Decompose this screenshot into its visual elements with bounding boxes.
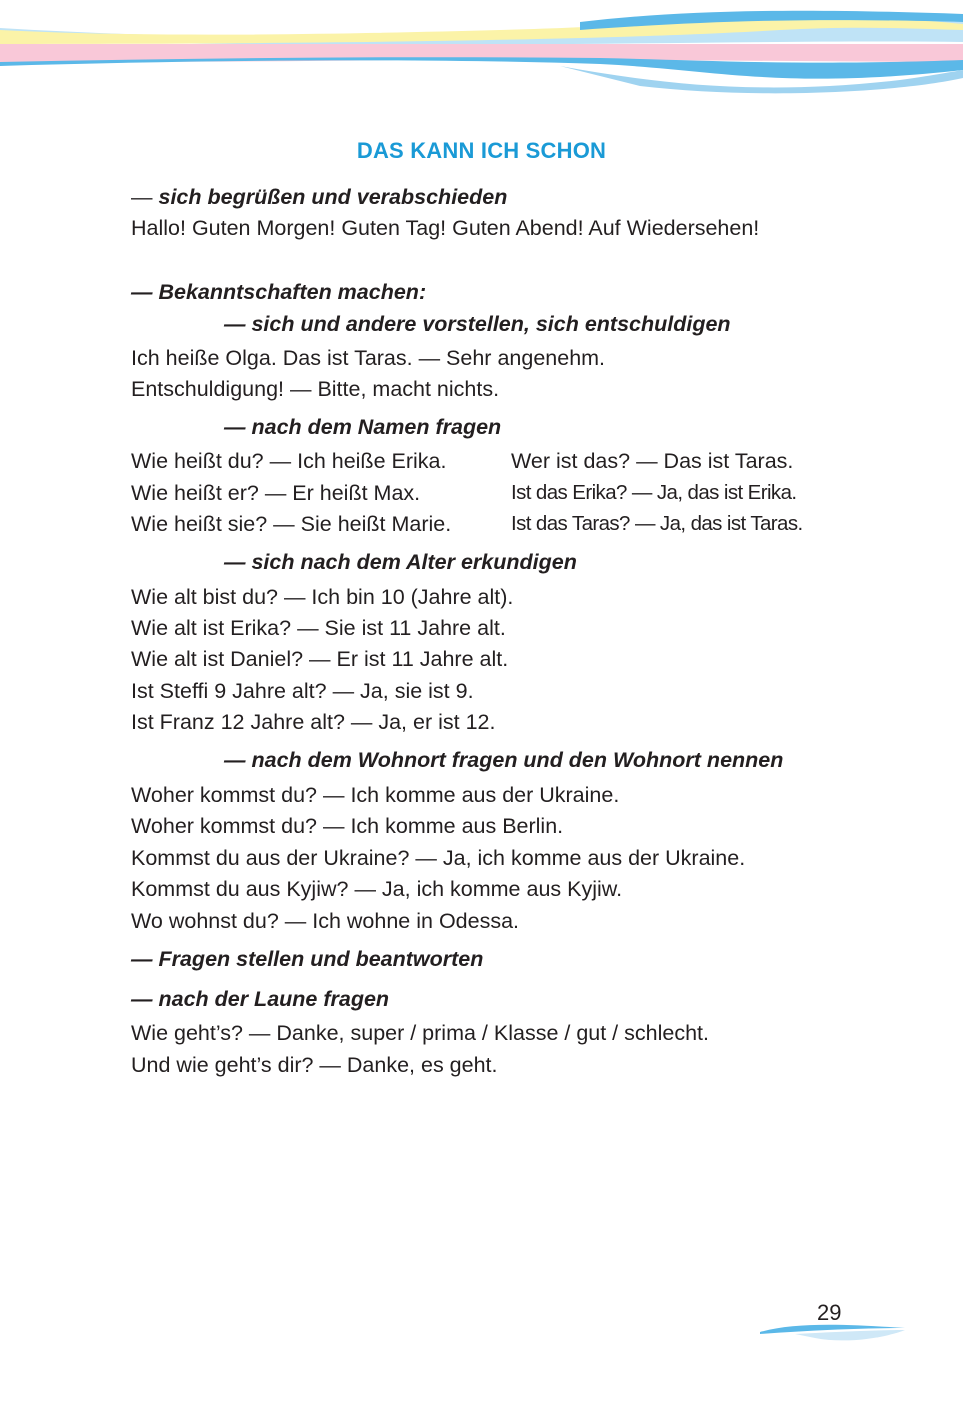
text-line: Woher kommst du? — Ich komme aus Berlin. <box>131 814 564 838</box>
text-line: Wie heißt du? — Ich heiße Erika. <box>131 449 447 473</box>
text-line: Ist Steffi 9 Jahre alt? — Ja, sie ist 9. <box>131 679 474 703</box>
subsection-heading: — nach dem Wohnort fragen und den Wohnort nennen <box>224 748 784 772</box>
header-wave-banner <box>0 0 963 100</box>
text-line: Ist Franz 12 Jahre alt? — Ja, er ist 12. <box>131 710 496 734</box>
text-line: Wie alt ist Daniel? — Er ist 11 Jahre alt. <box>131 647 509 671</box>
text-line: Woher kommst du? — Ich komme aus der Ukraine. <box>131 783 620 807</box>
text-line: Ist das Taras? — Ja, das ist Taras. <box>511 512 803 535</box>
page-number: 29 <box>817 1300 842 1325</box>
text-line: Wie heißt er? — Er heißt Max. <box>131 481 421 505</box>
text-line: Kommst du aus der Ukraine? — Ja, ich komme aus der Ukraine. <box>131 846 746 870</box>
section-acquaintance-heading: — Bekanntschaften machen: <box>131 280 427 304</box>
page-title: DAS KANN ICH SCHON <box>356 138 607 163</box>
text-line: Wo wohnst du? — Ich wohne in Odessa. <box>131 909 520 933</box>
text-line: Und wie geht’s dir? — Danke, es geht. <box>131 1053 498 1077</box>
text-line: Entschuldigung! — Bitte, macht nichts. <box>131 377 500 401</box>
text-line: Kommst du aus Kyjiw? — Ja, ich komme aus Kyjiw. <box>131 877 623 901</box>
subsection-heading: — sich und andere vorstellen, sich entschuldigen <box>224 312 731 336</box>
footer-wave <box>755 1320 915 1350</box>
text-line: Wie geht’s? — Danke, super / prima / Klasse / gut / schlecht. <box>131 1021 709 1045</box>
heading-text: sich begrüßen und verabschieden <box>158 185 508 209</box>
heading-dash: — <box>131 185 159 209</box>
text-line: Wie alt ist Erika? — Sie ist 11 Jahre alt. <box>131 616 506 640</box>
section-greeting-heading <box>131 184 507 210</box>
section-questions-heading: — Fragen stellen und beantworten <box>131 947 484 971</box>
text-line: Wie heißt sie? — Sie heißt Marie. <box>131 512 452 536</box>
text-line: Wer ist das? — Das ist Taras. <box>511 449 794 473</box>
text-line: Wie alt bist du? — Ich bin 10 (Jahre alt). <box>131 585 514 609</box>
section-mood-heading: — nach der Laune fragen <box>131 987 390 1011</box>
subsection-heading: — sich nach dem Alter erkundigen <box>224 550 577 574</box>
text-line: Hallo! Guten Morgen! Guten Tag! Guten Abend! Auf Wiedersehen! <box>131 216 760 240</box>
subsection-heading: — nach dem Namen fragen <box>224 415 502 439</box>
text-line: Ich heiße Olga. Das ist Taras. — Sehr angenehm. <box>131 346 606 370</box>
text-line: Ist das Erika? — Ja, das ist Erika. <box>511 481 797 504</box>
